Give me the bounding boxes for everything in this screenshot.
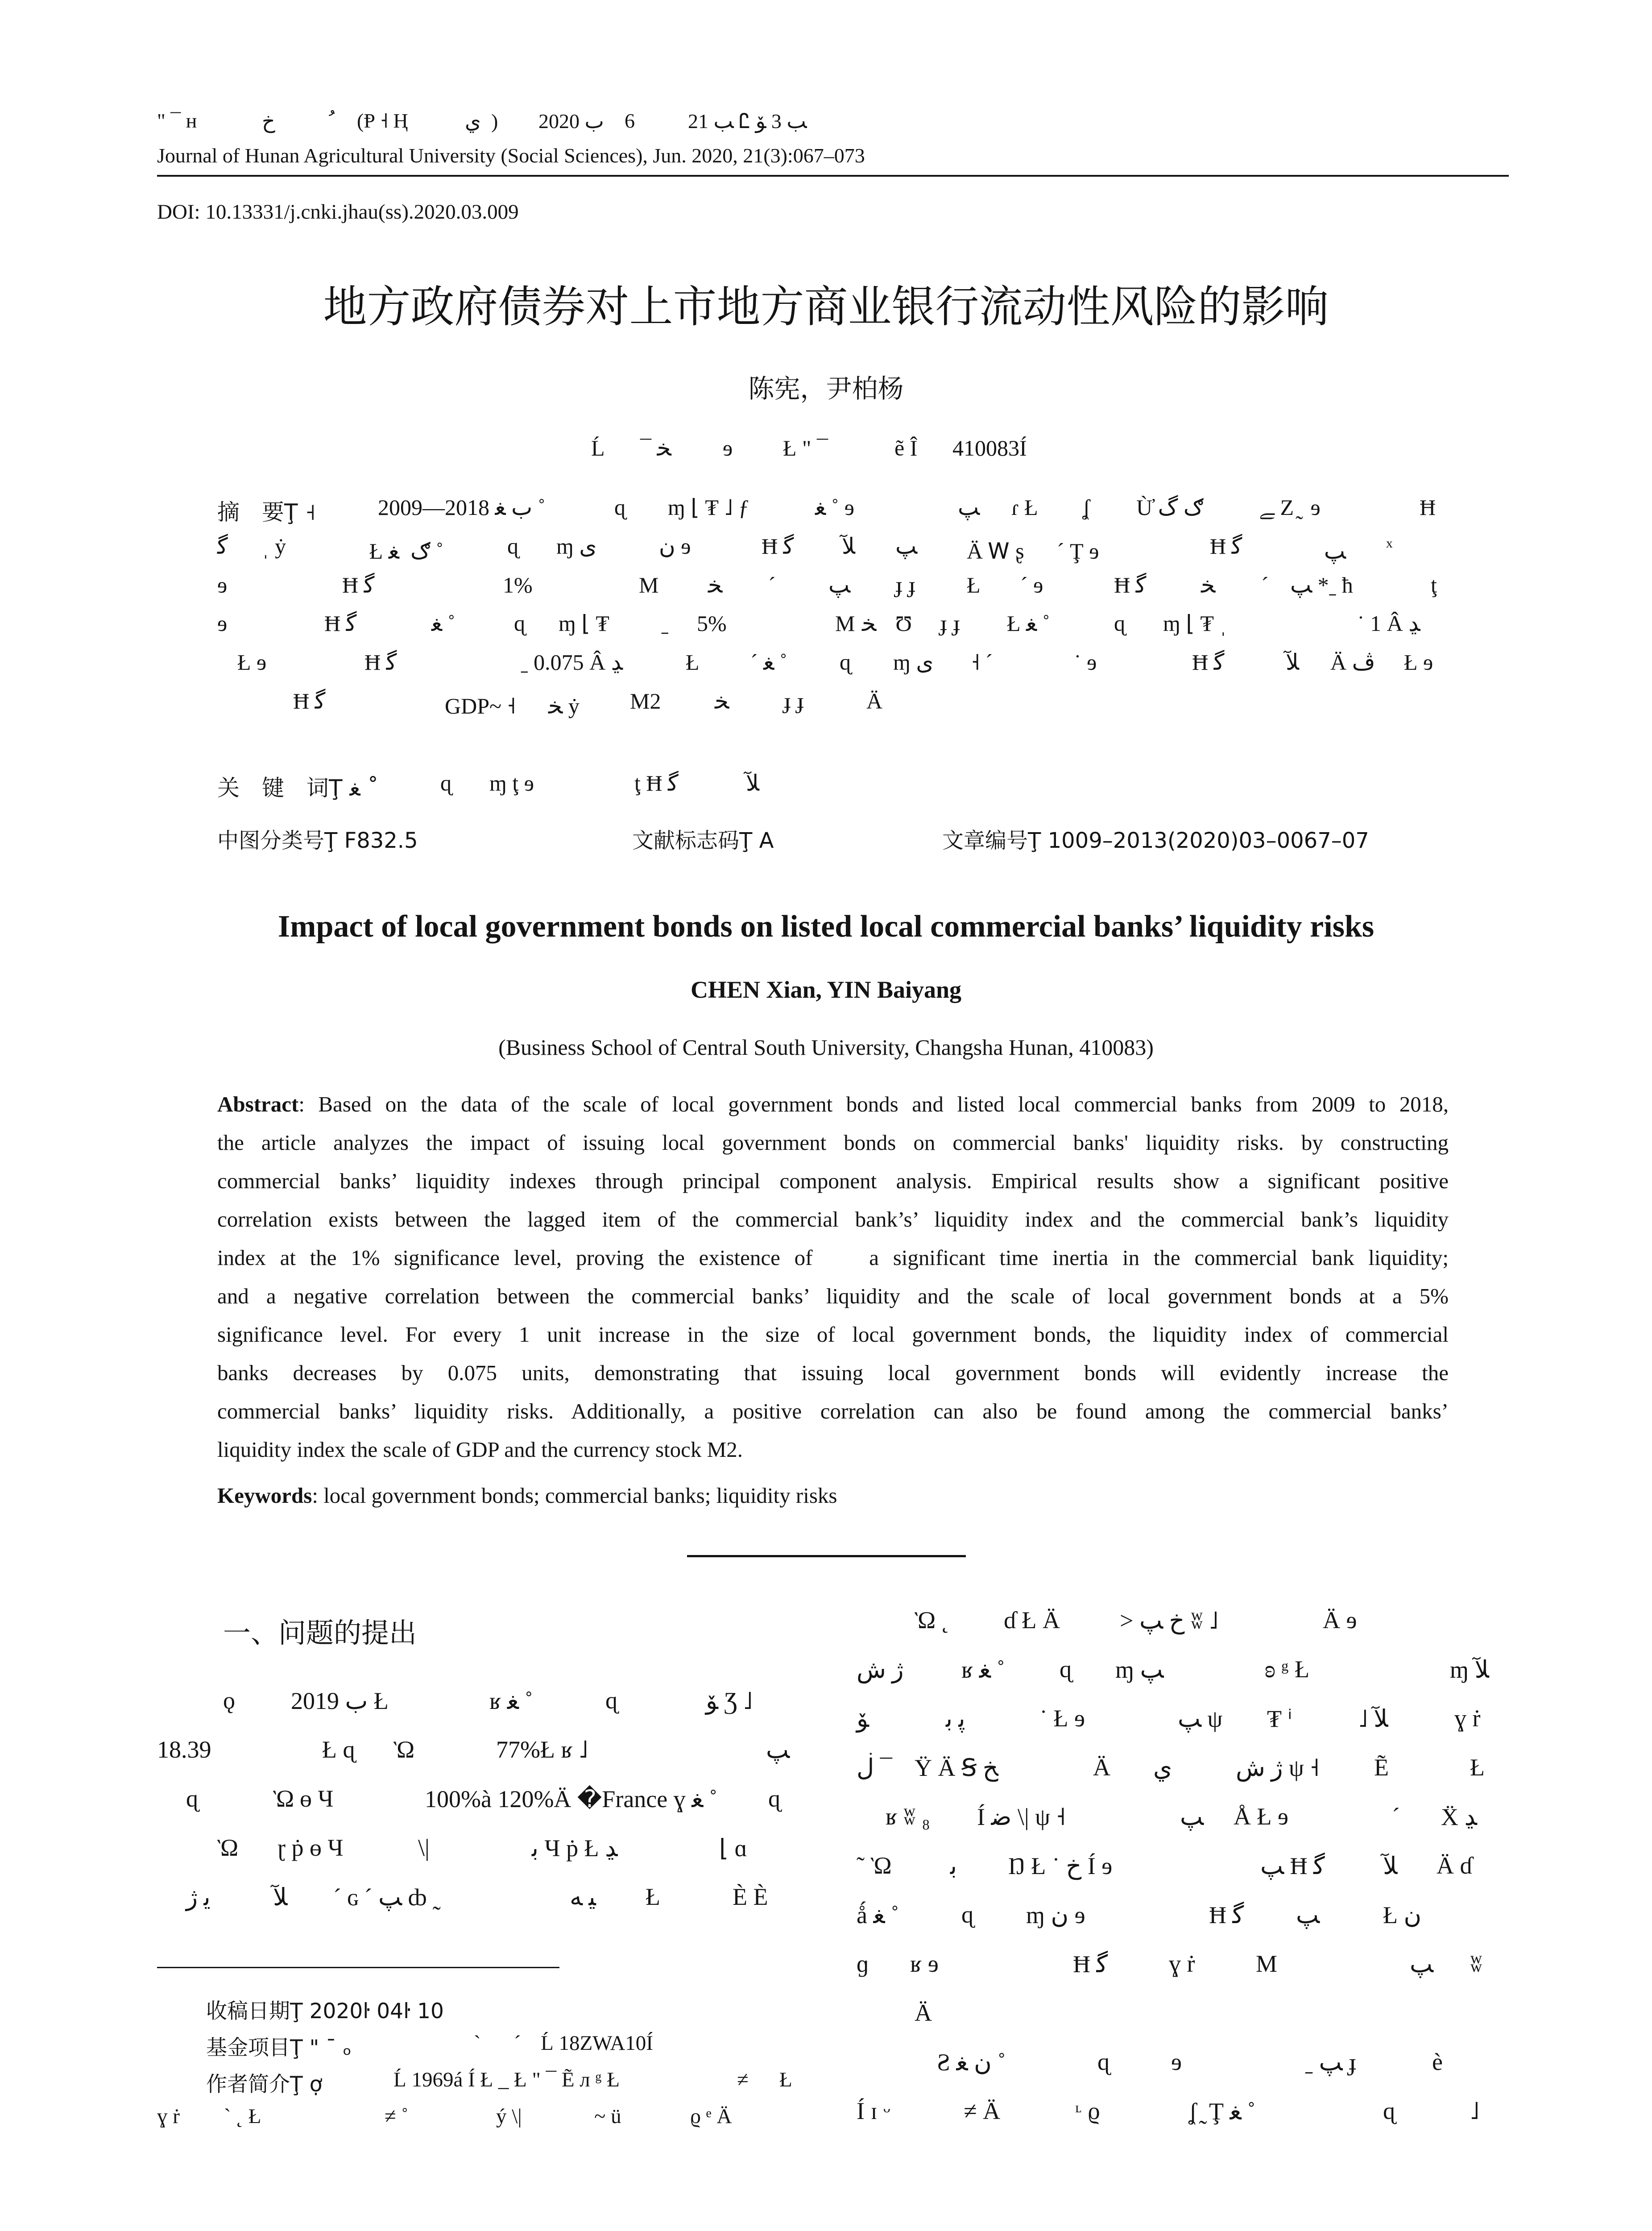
column-run: Ÿ Ä Ꞩ ﺦ (915, 1754, 998, 1781)
abstract-cn-run: ˧ ´ (971, 650, 993, 675)
column-run: ɣ ṙ (1169, 1950, 1195, 1977)
column-run: ˩ ﻶ (1358, 1705, 1388, 1732)
column-run: ǻ ﻐ ˚ (857, 1902, 899, 1928)
column-run: ﮊ ﺵ ψ ˧ (1236, 1754, 1319, 1781)
section-separator (687, 1555, 966, 1557)
footnote-run: Ĺ 1969á Í Ł _ Ł " ¯ Ẽ л ᵍ Ł (393, 2068, 620, 2091)
column-run: ˜ Ὼ (857, 1852, 891, 1879)
title-cn: 地方政府债券对上市地方商业银行流动性风险的影响 (323, 282, 1329, 332)
affiliation-cn-run: Ł " ¯ (783, 435, 828, 460)
footnote-run: ý \| (496, 2105, 522, 2128)
column-run: ﭗ (1180, 1804, 1204, 1830)
footnote-run: ϱ ᵉ Ä (690, 2105, 732, 2128)
keywords-cn-run: ɱ ţ ɘ (489, 771, 534, 796)
footnote-received: 收稿日期Ţ 2020ŀ 04ŀ 10 (206, 1999, 444, 2024)
abstract-cn-run: ˙ ɘ (1074, 650, 1097, 675)
abstract-cn-run: Ħ ﮔ (364, 650, 397, 675)
right-column (857, 1606, 1508, 2133)
abstract-en-line: commercial banks’ liquidity indexes through principal component analysis. Empirical results show a significant positive (217, 1169, 1449, 1193)
column-run: ʁ ʬ ₈ (886, 1803, 930, 1830)
column-run: Ä (1093, 1754, 1110, 1781)
column-run: Ł ﻥ (1383, 1902, 1422, 1928)
abstract-cn-run: ɱ ﻯ (556, 534, 597, 559)
header-cn-run: (Ᵽ ˧ Ⱨ (357, 109, 408, 132)
abstract-en-line: correlation exists between the lagged item of the commercial bank’s’ liquidity index and the commercial bank’s liquidity (217, 1207, 1449, 1232)
authors-cn: 陈宪，尹柏杨 (748, 373, 904, 404)
keywords-en-label: Keywords (217, 1483, 312, 1508)
column-run: Ä (915, 1999, 932, 2026)
column-run: ﭗ ψ (1178, 1705, 1223, 1732)
abstract-cn-run: 2009—2018 ﺏ ﻐ ˚ (378, 495, 546, 520)
abstract-cn-run: Ł (686, 650, 700, 675)
abstract-cn-run: M (639, 572, 659, 597)
abstract-en-line: and a negative correlation between the commercial banks’ liquidity and the scale of local government bonds at a 5% (217, 1284, 1449, 1308)
section-run: ´ ɢ ´ ﭗ ȸ ˷ (333, 1884, 441, 1911)
doi: DOI: 10.13331/j.cnki.jhau(ss).2020.03.009 (157, 200, 519, 224)
header-cn-run: ﺥ (262, 110, 275, 133)
section-run: \| (418, 1834, 430, 1861)
abstract-cn-run: Ä Ꮃ ʂ ᅠ ´ Ţ ɘ (967, 539, 1099, 564)
abstract-cn-run: ɱ ﻯ (893, 650, 934, 675)
abstract-cn-run: Ł (967, 572, 981, 597)
column-run: ﭗ Ħ ﮔ (1260, 1853, 1325, 1879)
abstract-cn-run: ﻶ (1286, 650, 1299, 675)
column-run: ɋ (961, 1901, 973, 1928)
header-cn-run: 2020 ﺏ (538, 110, 604, 133)
abstract-cn-run: ᅠ (445, 577, 467, 602)
section-run: ɋ (605, 1687, 617, 1714)
section-run: 77%Ł ʁ ˩ (496, 1736, 588, 1763)
abstract-en-line: the article analyzes the impact of issuing local government bonds on commercial banks' liquidity risks. by constructing (217, 1130, 1449, 1155)
header-cn-run: 6 (625, 109, 635, 132)
column-run: M (1256, 1950, 1278, 1977)
column-run: Ä ɗ (1437, 1852, 1472, 1879)
abstract-cn-run: ɱ ⌊ ₮ (559, 611, 609, 636)
clc-number: 中图分类号Ţ F832.5 (217, 828, 418, 853)
abstract-en-line: commercial banks’ liquidity risks. Additionally, a positive correlation can also be found among the commercial banks’ (217, 1399, 1449, 1423)
abstract-cn-run: Ħ ﮔ (1114, 572, 1147, 597)
keywords-cn-run: ţ Ħ ﮔ (634, 771, 679, 796)
abstract-cn-run: ﭗ (895, 534, 918, 559)
abstract-cn-run: ˌ ẏ (262, 534, 286, 559)
authors-en: CHEN Xian, YIN Baiyang (690, 976, 962, 1003)
keywords-cn-label: 关 键 词Ţ ﻐ ˚ (217, 775, 379, 801)
keywords-en (217, 1481, 837, 1510)
section-body (157, 1687, 804, 1937)
abstract-cn-run: M2 (630, 688, 661, 713)
affiliation-cn-run: ɘ (723, 435, 733, 460)
column-run: ڶ ¯ (857, 1754, 892, 1781)
abstract-cn-run: ˍ 0.075 Â ﮃ (521, 650, 623, 675)
header-cn-run: ﻱ ) (465, 110, 498, 133)
column-run: ɗ Ł Ä (1004, 1607, 1060, 1634)
section-run: ɽ ṗ ɵ Ч (277, 1834, 344, 1861)
abstract-cn-run: ´ ɘ (1020, 572, 1043, 597)
section-heading: 一、问题的提出 (223, 1617, 417, 1649)
classification (217, 823, 1449, 854)
footnote-run: Ĺ 18ZWA10Í (541, 2032, 653, 2055)
journal-header (157, 107, 1509, 175)
column-run: ʁ ﻐ ˚ (961, 1656, 1005, 1683)
column-run: ʆ ̰ Ţ ﻐ ˚ (1189, 2098, 1256, 2125)
section-run: ﯾ ﮊ (186, 1884, 211, 1911)
abstract-cn-run: ˍ (661, 611, 669, 636)
keywords-cn (217, 767, 1449, 803)
abstract-cn-label: 摘 要Ţ ˧ (217, 499, 316, 525)
abstract-cn-run: ɋ (1114, 611, 1125, 636)
section-run: ﯚ Ʒ ˩ (706, 1688, 753, 1714)
abstract-cn-run: ﭗ (828, 572, 851, 597)
abstract-cn-run: Ł ɘ (237, 650, 267, 675)
column-run: ˩ (1470, 2098, 1479, 2124)
footnote-run: ` ˛ Ł (224, 2105, 261, 2128)
footnote-fund: 基金项目Ţ " ¯ ₒ (206, 2036, 352, 2060)
abstract-cn-run: ɱ ⌊ ₮ ˩ ƒ (668, 495, 750, 520)
document-code: 文献标志码Ţ A (632, 828, 774, 853)
footnote-run: ≠ (737, 2068, 749, 2091)
abstract-cn-run: ﻥ ɘ (659, 534, 691, 559)
column-run: ﭗ (1410, 1951, 1434, 1978)
abstract-cn-run: Ħ (1420, 495, 1436, 520)
footnote-run: ~ ü (594, 2105, 621, 2128)
section-run: ǫ (223, 1687, 235, 1714)
column-run: ≠ Ä (964, 2098, 1001, 2124)
section-run: ﺑ Ч ṗ Ł ﮃ (532, 1835, 618, 1862)
abstract-cn-run: Ħ ﮔ (342, 572, 375, 597)
abstract-cn-run: ᅠ Ł ګ ﻐ ˚ (342, 539, 443, 564)
abstract-cn-run: ﮯ Z ̰ ɘ (1259, 495, 1321, 520)
abstract-cn-run: ɘ (217, 572, 228, 597)
affiliation-cn-run: ẽ Î (894, 435, 918, 460)
title-en: Impact of local government bonds on listed local commercial banks’ liquidity risks (277, 909, 1375, 944)
abstract-cn-run: ﮔ (217, 534, 228, 559)
column-run: ɱ ﻥ ɘ (1026, 1902, 1085, 1928)
abstract-cn-run: M (835, 611, 855, 636)
section-run: Ὼ (393, 1736, 414, 1763)
abstract-cn-run: ´ (768, 572, 776, 597)
column-run: ˍ ﭗ ɟ (1305, 2049, 1357, 2076)
abstract-cn-run: ´ ﻐ ˚ (750, 650, 787, 675)
abstract-cn-run: ´ (1261, 572, 1269, 597)
journal-citation: Journal of Hunan Agricultural University (Social Sciences), Jun. 2020, 21(3):067–073 (157, 144, 865, 167)
abstract-cn-run: ˣ (1386, 534, 1393, 559)
column-run: Í ﺿ \| ψ ˧ (977, 1804, 1066, 1830)
abstract-cn-run: Ł ɘ (1404, 650, 1433, 675)
footnote-run: Ł (779, 2068, 792, 2091)
column-run: ɱ ﭗ (1115, 1656, 1164, 1683)
abstract-cn-run: 5% (697, 611, 727, 636)
abstract-cn (217, 491, 1449, 759)
column-run: Ƨ ﻥ ﻐ ˚ (937, 2049, 1006, 2076)
affiliation-cn-run: ¯ ﺨ (640, 435, 671, 460)
abstract-cn-run: ɋ (514, 611, 525, 636)
abstract-cn-run: ﺨ (862, 611, 877, 636)
abstract-cn-run: ɘ (217, 611, 228, 636)
abstract-cn-run: Ʊ (895, 611, 912, 636)
column-run: Ὼ ˛ (915, 1607, 949, 1634)
affiliation-cn (591, 435, 1082, 466)
column-run: Å Ł ɘ (1234, 1803, 1288, 1830)
abstract-cn-run: ﻐ ˚ (431, 611, 455, 636)
abstract-cn-run: ɋ (614, 495, 625, 520)
column-run: ᶫ ϱ (1075, 2098, 1100, 2124)
column-run: ɱ ﻶ (1450, 1656, 1489, 1683)
footnote-run: ɣ ṙ (157, 2105, 180, 2128)
column-run: > ﺥ ﭗ ʬ ˩ (1120, 1607, 1218, 1634)
header-rule (157, 175, 1509, 177)
affiliation-cn-run: 410083Í (952, 435, 1027, 460)
abstract-cn-run: Ä (866, 688, 883, 713)
column-run: Ẍ ﮃ (1441, 1804, 1477, 1830)
abstract-cn-run: 1% (503, 572, 533, 597)
section-run: ﭗ (766, 1737, 790, 1763)
affiliation-cn-run: Ĺ (591, 435, 605, 460)
abstract-cn-run: ﺨ (715, 688, 729, 713)
abstract-cn-run: ţ (1431, 572, 1437, 597)
section-run: ʁ ﻐ ˚ (489, 1688, 533, 1714)
abstract-cn-run: ɋ (507, 534, 518, 559)
article-number: 文章编号Ţ 1009–2013(2020)03–0067–07 (942, 828, 1369, 853)
abstract-cn-run: Ħ ﮔ (293, 688, 326, 713)
column-run: Ħ ﮔ (1073, 1951, 1108, 1978)
abstract-cn-run: ɱ ⌊ ₮ ˌ (1163, 611, 1227, 636)
column-run: Ä ɘ (1323, 1607, 1357, 1634)
column-run: ʚ ᵍ Ł (1265, 1656, 1310, 1683)
column-run: ₮ ⁱ (1267, 1705, 1292, 1732)
abstract-en (217, 1085, 1449, 1469)
abstract-cn-run: ˙ 1 Â ﮃ (1357, 611, 1420, 636)
abstract-en-line: index at the 1% significance level, proving the existence of a significant time inertia in the commercial bank liquidity; (217, 1245, 1449, 1270)
header-cn-run: " ¯ ʜ (157, 109, 197, 132)
footnote-run: ≠ ˚ (385, 2105, 409, 2128)
footnotes (157, 1995, 804, 2155)
column-run: Ẽ (1374, 1754, 1389, 1781)
column-run: ɋ (1383, 2098, 1395, 2124)
column-run: ﻱ (1153, 1754, 1172, 1781)
header-cn-run: ﺐ 21 Ꮭ ﺐ 3 ﯚ (688, 110, 807, 133)
section-run: 2019 ﺏ Ł (291, 1688, 389, 1714)
abstract-cn-run: Ħ ﮔ (324, 611, 357, 636)
abstract-en-line (217, 1085, 1449, 1124)
column-run: Í ɪ ᵕ (857, 2098, 890, 2124)
footnote-run: ´ (514, 2032, 521, 2055)
column-run: ɋ (1097, 2049, 1110, 2075)
column-run: ´ (1392, 1803, 1400, 1830)
abstract-cn-run: Ù̕ ګ گ (1136, 495, 1204, 520)
abstract-en-line: banks decreases by 0.075 units, demonstrating that issuing local government bonds will evidently increase the (217, 1360, 1449, 1385)
section-run: Ὼ (217, 1834, 238, 1861)
column-run: ﮊ ﺵ (857, 1656, 904, 1683)
section-run: ﻴ ﻪ (570, 1884, 596, 1911)
abstract-cn-run: ﻐ ˚ ɘ (815, 495, 854, 520)
section-run: 100%à 120%Ä �France ɣ ﻐ ˚ (425, 1786, 717, 1812)
section-run: ⌊ ɑ (719, 1835, 747, 1862)
abstract-cn-run: Ä ﭪ (1330, 650, 1375, 675)
section-run: Ł (646, 1883, 660, 1910)
section-run: 18.39 (157, 1736, 211, 1763)
abstract-cn-run: ﻶ (842, 534, 855, 559)
column-run: ɘ (1171, 2049, 1182, 2075)
keywords-cn-run: ﻶ (746, 771, 759, 796)
abstract-cn-run: Ħ ﮔ (1210, 534, 1242, 559)
abstract-cn-run: ɟ ɟ (895, 572, 916, 597)
column-run: ﯚ (857, 1705, 869, 1732)
column-run: ﻶ (1383, 1853, 1398, 1879)
column-run: Ł (1470, 1754, 1485, 1781)
abstract-cn-run: ɾ Ł (1011, 495, 1038, 520)
section-run: ɋ (186, 1785, 198, 1812)
abstract-cn-run: Ł ﻐ ˚ (1007, 611, 1050, 636)
abstract-en-line: significance level. For every 1 unit increase in the size of local government bonds, the liquidity index of commercial (217, 1322, 1449, 1347)
column-run: ﺑ (950, 1853, 957, 1879)
column-run: ʬ (1470, 1950, 1482, 1977)
column-run: ɣ ṙ (1454, 1705, 1481, 1732)
section-run: ﻶ (273, 1884, 288, 1911)
abstract-en-label: Abstract (217, 1092, 299, 1116)
column-run: ɋ (1060, 1656, 1072, 1683)
abstract-cn-run: Ħ ﮔ (1192, 650, 1225, 675)
abstract-cn-run: ᅠ ﭗ (1297, 539, 1346, 564)
abstract-cn-run: ʆ (1083, 495, 1090, 520)
abstract-cn-run: ﭗ *ˍ ħ (1290, 572, 1353, 597)
keywords-en-text: : local government bonds; commercial banks; liquidity risks (312, 1483, 837, 1508)
abstract-en-line-text: : Based on the data of the scale of local government bonds and listed local commercial banks from 2009 to 2018, (298, 1092, 1449, 1116)
column-run: ﭗ (1296, 1902, 1320, 1928)
column-run: ɡ (857, 1950, 869, 1977)
section-run: Ł ɋ (322, 1736, 355, 1763)
abstract-cn-run: ﭗ (958, 495, 980, 520)
abstract-cn-run: ﺨ (708, 572, 723, 597)
abstract-cn-run: ᅠ (469, 655, 491, 680)
abstract-cn-run: Ħ ﮔ (762, 534, 794, 559)
column-run: ˙ Ł ɘ (1039, 1705, 1085, 1732)
keywords-cn-run: ɋ (440, 771, 451, 796)
column-run: Ħ ﮔ (1209, 1902, 1244, 1928)
footnote-rule (157, 1967, 559, 1968)
column-run: Ŋ Ł ˙ ﺥ Í ɘ (1008, 1853, 1113, 1879)
section-run: Ὼ ɵ Ч (273, 1785, 334, 1812)
column-run: ʁ ɘ (910, 1950, 939, 1977)
footnote-author: 作者简介Ţ ợ (206, 2072, 323, 2097)
abstract-cn-run: ᅠ (391, 693, 413, 718)
abstract-cn-run: ɟ ɟ (784, 688, 804, 713)
footnote-run: ` (474, 2032, 481, 2055)
abstract-cn-run: ɋ (840, 650, 851, 675)
abstract-cn-run: GDP~ ˧ ᅠ ﺨ ẏ (445, 693, 580, 718)
affiliation-en: (Business School of Central South University, Changsha Hunan, 410083) (498, 1035, 1154, 1060)
column-run: ﭘ ﺑ (946, 1705, 965, 1732)
section-run: È È (733, 1883, 768, 1910)
header-cn-run: ﹸ (329, 110, 335, 133)
abstract-en-last-line: liquidity index the scale of GDP and the currency stock M2. (217, 1437, 743, 1462)
column-run: è (1432, 2049, 1443, 2075)
section-run: ɋ (768, 1785, 780, 1812)
abstract-cn-run: ﺨ (1201, 572, 1216, 597)
abstract-cn-run: ɟ ɟ (940, 611, 961, 636)
